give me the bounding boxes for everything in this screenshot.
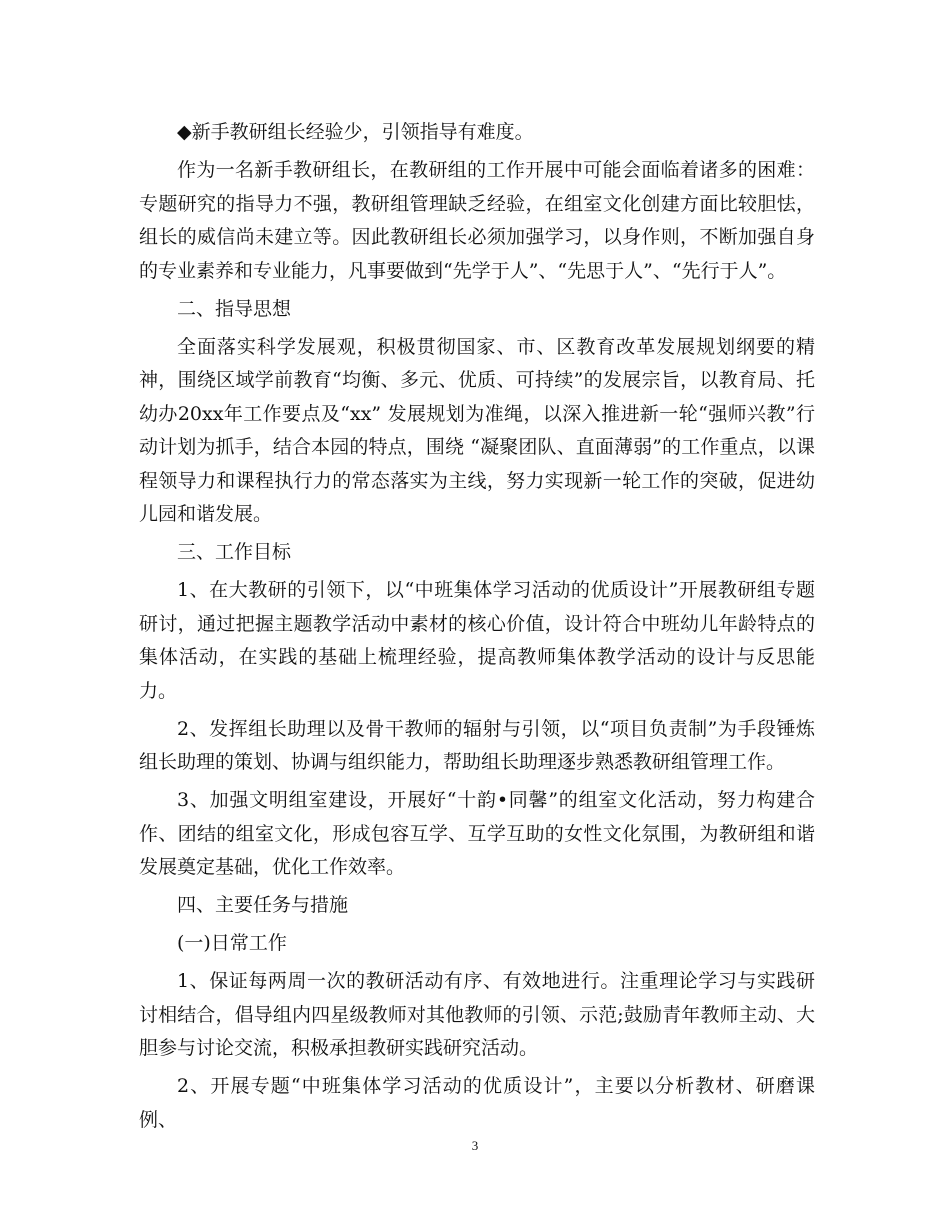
body-paragraph: 2、发挥组长助理以及骨干教师的辐射与引领，以“项目负责制”为手段锤炼组长助理的策划、协调与组织能力，帮助组长助理逐步熟悉教研组管理工作。 [139, 717, 815, 773]
section-heading: 四、主要任务与措施 [177, 894, 349, 916]
body-paragraph: 作为一名新手教研组长，在教研组的工作开展中可能会面临着诸多的困难：专题研究的指导力不强，教研组管理缺乏经验，在组室文化创建方面比较胆怯，组长的威信尚未建立等。因此教研组长必须加强学习，以身作则，不断加强自身的专业素养和专业能力，凡事要做到“先学于人”、“先思于人”、“先行于人”。 [139, 159, 815, 282]
body-paragraph: 3、加强文明组室建设，开展好“十韵•同馨”的组室文化活动，努力构建合作、团结的组室文化，形成包容互学、互学互助的女性文化氛围，为教研组和谐发展奠定基础，优化工作效率。 [139, 789, 815, 878]
document-body [139, 116, 815, 1142]
body-paragraph: 1、保证每两周一次的教研活动有序、有效地进行。注重理论学习与实践研讨相结合，倡导组内四星级教师对其他教师的引领、示范;鼓励青年教师主动、大胆参与讨论交流，积极承担教研实践研究活动。 [139, 970, 815, 1059]
page-number: 3 [471, 1138, 479, 1153]
bullet-paragraph: ◆新手教研组长经验少，引领指导有难度。 [177, 121, 534, 143]
section-heading: 三、工作目标 [177, 541, 292, 563]
body-paragraph: 全面落实科学发展观，积极贯彻国家、市、区教育改革发展规划纲要的精神，围绕区域学前教育“均衡、多元、优质、可持续”的发展宗旨，以教育局、托幼办20xx年工作要点及“xx” 发展规划为准绳，以深入推进新一轮“强师兴教”行动计划为抓手，结合本园的特点，围绕 “凝聚团队、直面薄弱”的工作重点，以课程领导力和课程执行力的常态落实为主线，努力实现新一轮工作的突破，促进幼儿园和谐发展。 [139, 335, 815, 525]
section-heading: 二、指导思想 [177, 297, 292, 320]
body-paragraph: 2、开展专题“中班集体学习活动的优质设计”，主要以分析教材、研磨课例、 [139, 1075, 815, 1131]
subsection-heading: (一)日常工作 [177, 932, 287, 954]
body-paragraph: 1、在大教研的引领下，以“中班集体学习活动的优质设计”开展教研组专题研讨，通过把握主题教学活动中素材的核心价值，设计符合中班幼儿年龄特点的集体活动，在实践的基础上梳理经验，提高教师集体教学活动的设计与反思能力。 [139, 579, 815, 702]
